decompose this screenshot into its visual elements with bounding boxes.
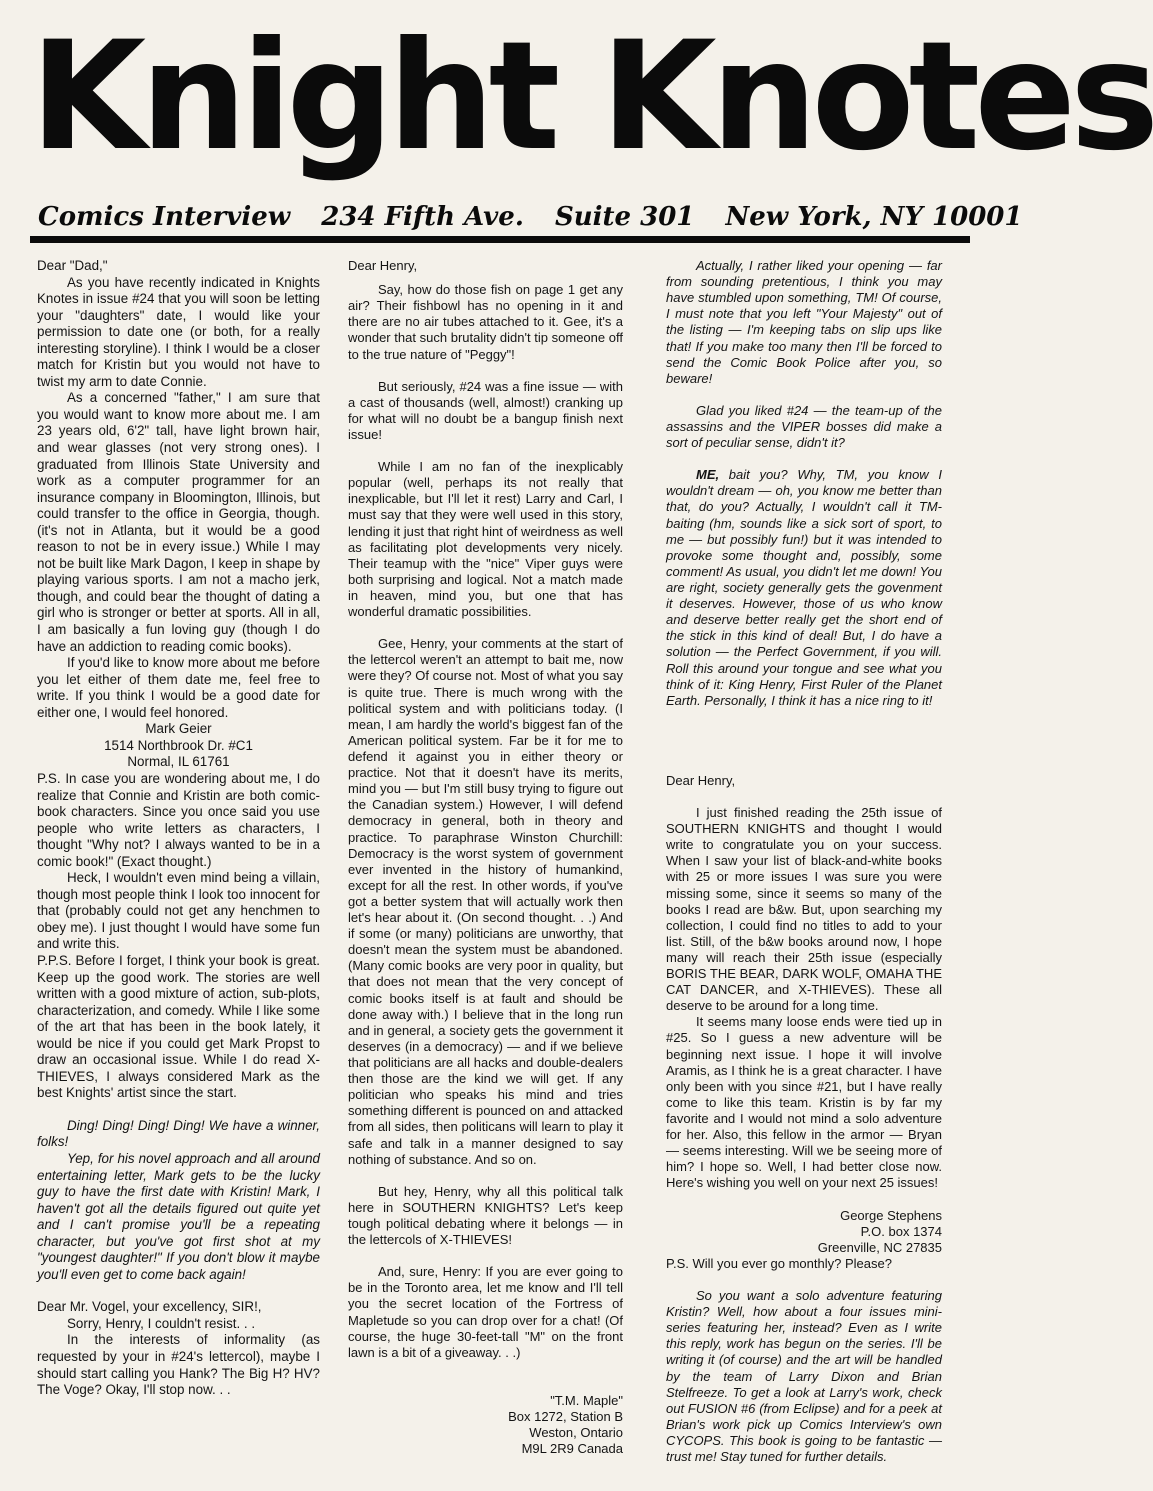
signature-name: George Stephens <box>840 1207 942 1223</box>
address-street: 234 Fifth Ave. <box>321 202 524 232</box>
masthead <box>30 8 1153 186</box>
address-suite: Suite 301 <box>554 202 695 232</box>
letter-postscript: P.P.S. Before I forget, I think your book is great. Keep up the good work. The stories are well written with a good mixture of action, sub-plots, characterization, and comedy. While I like some of the art that has been in the book lately, it would be nice if you could get Mark Propst to draw an occasional issue. While I do read X-THIEVES, I always considered Mark as the best Knights' artist since the start. <box>37 952 320 1101</box>
editor-reply: Actually, I rather liked your opening — far from sounding pretentious, I think you may have stumbled upon something, TM! Of course, I must note that you left "Your Majesty" out of the listing — I'm keeping tabs on slip ups like that! If you make too many then I'll be forced to send the Comic Book Police after you, so beware! <box>666 258 942 386</box>
letter-postscript: P.S. In case you are wondering about me, I do realize that Connie and Kristin are both comic-book characters. Since you once said you use people who write letters as characters, I thought "Why not? I always wanted to be in a comic book!" (Exact thought.) <box>37 770 320 869</box>
letter-salutation: Dear Mr. Vogel, your excellency, SIR!, <box>37 1299 262 1315</box>
letter-paragraph: In the interests of informality (as requested by your in #24's lettercol), maybe I should start calling you Hank? The Big H? HV? The Voge? Okay, I'll stop now. . . <box>37 1332 320 1398</box>
signature-city: Weston, Ontario <box>529 1425 623 1441</box>
letter-paragraph: It seems many loose ends were tied up in #25. So I guess a new adventure will be beginning next issue. I hope it will involve Aramis, as I think he is a great character. I have only been with you since #21, but I have really come to like this team. Kristin is by far my favorite and I would not mind a solo adventure for her. Also, this fellow in the armor — Bryan — seems interesting. Will we be seeing more of him? I hope so. Well, I had better close now. Here's wishing you well on your next 25 issues! <box>666 1014 942 1191</box>
letter-salutation: Dear "Dad," <box>37 258 108 273</box>
signature-address: P.O. box 1374 <box>860 1223 942 1239</box>
editor-reply <box>666 467 942 709</box>
letter-paragraph: Say, how do those fish on page 1 get any air? Their fishbowl has no opening in it and there are no air tubes attached to it. Gee, it's a wonder that such brutality didn't tip someone off to the true nature of "Peggy"! <box>348 282 623 362</box>
letter-paragraph: But hey, Henry, why all this political talk here in SOUTHERN KNIGHTS? Let's keep tough political debating where it belongs — in the lettercols of X-THIEVES! <box>348 1183 623 1248</box>
letter-paragraph: Heck, I wouldn't even mind being a villain, though most people think I look too innocent for that (probably could not get any henchmen to obey me). I just thought I would have some fun and write this. <box>37 870 320 952</box>
masthead-rule <box>30 236 970 243</box>
column-1 <box>37 258 320 1399</box>
signature-city: Greenville, NC 27835 <box>817 1239 942 1255</box>
column-3 <box>666 258 942 1465</box>
letter-paragraph: But seriously, #24 was a fine issue — with a cast of thousands (well, almost!) cranking up for what will no doubt be a bangup finish next issue! <box>348 378 623 442</box>
letter-paragraph: If you'd like to know more about me before you let either of them date me, feel free to write. If you think I would be a good date for either one, I would feel honored. <box>37 655 320 720</box>
letter-salutation: Dear Henry, <box>666 772 736 788</box>
column-2 <box>348 258 623 1457</box>
letter-paragraph: And, sure, Henry: If you are ever going to be in the Toronto area, let me know and I'll tell you the secret location of the Fortress of Mapletude so you can drop over for a chat! (Of course, the huge 30-feet-tall "M" on the front lawn is a bit of a giveaway. . .) <box>348 1264 623 1360</box>
letter-paragraph: As you have recently indicated in Knights Knotes in issue #24 that you will soon be letting your "daughters" date, I would like your permission to date one (or both, for a really interesting storyline). I think I would be a closer match for Kristin but you would not have to twist my arm to date Connie. <box>37 274 320 389</box>
signature-city: Normal, IL 61761 <box>127 754 230 770</box>
address-publication: Comics Interview <box>38 202 291 232</box>
editor-reply: So you want a solo adventure featuring Kristin? Well, how about a four issues mini-series featuring her, instead? Even as I write this reply, work has begun on the series. I'll be writing it (of course) and the art will be handled by the team of Larry Dixon and Brian Stelfreeze. To get a look at Larry's work, check out FUSION #6 (from Eclipse) and for a peek at Brian's work pick up Comics Interview's own CYCOPS. This book is going to be fantastic — trust me! Stay tuned for further details. <box>666 1288 942 1465</box>
editor-reply: Ding! Ding! Ding! Ding! We have a winner, folks! <box>37 1117 320 1150</box>
editor-reply: Yep, for his novel approach and all around entertaining letter, Mark gets to be the lucky guy to have the first date with Kristin! Mark, I haven't got all the details figured out quite yet and I can't promise you'll be a repeating character, but you've got first shot at my "youngest daughter!" If you don't blow it maybe you'll even get to come back again! <box>37 1150 320 1282</box>
address-city: New York, NY 10001 <box>725 202 1023 232</box>
masthead-title: Knight Knotes <box>30 10 1153 184</box>
editor-reply: Glad you liked #24 — the team-up of the assassins and the VIPER bosses did make a sort of peculiar sense, didn't it? <box>666 402 942 451</box>
signature-postcode: M9L 2R9 Canada <box>521 1441 623 1457</box>
reply-body: bait you? Why, TM, you know I wouldn't dream — oh, you know me better than that, do you? Actually, I wouldn't call it TM-baiting (hm, sounds like a sick sort of sport, to me — but possibly fun!) but it was intended to provoke some thought and, possibly, some comment! As usual, you didn't let me down! You are right, society generally gets the govenment it deserves. However, those of us who know and deserve better really get the short end of the stick in this kind of deal! But, I do have a solution — the Perfect Government, if you will. Roll this around your tongue and see what you think of it: King Henry, First Ruler of the Planet Earth. Personally, I think it has a nice ring to it! <box>666 467 942 708</box>
letter-paragraph: While I am no fan of the inexplicably popular (well, perhaps its not really that inexplicable, but I'll let it rest) Larry and Carl, I must say that they were well used in this story, lending it just that right hint of weirdness as well as facilitating plot developments very nicely. Their teamup with the "nice" Viper guys were both surprising and logical. Not a match made in heaven, mind you, but one that has wonderful dramatic possibilities. <box>348 459 623 620</box>
signature-address: Box 1272, Station B <box>508 1409 623 1424</box>
letter-paragraph: I just finished reading the 25th issue of SOUTHERN KNIGHTS and thought I would write to congratulate you on your success. When I saw your list of black-and-white books with 25 or more issues I was sure you were missing some, since it seems so many of the books I read are b&w. But, upon searching my collection, I could find no titles to add to your list. Still, of the b&w books around now, I hope many will reach their 25th issue (especially BORIS THE BEAR, DARK WOLF, OMAHA THE CAT DANCER, and X-THIEVES). These all deserve to be around for a long time. <box>666 804 942 1014</box>
letter-paragraph: As a concerned "father," I am sure that you would want to know more about me. I am 23 years old, 6'2" tall, have light brown hair, and wear glasses (not very strong ones). I graduated from Illinois State University and work as a computer programmer for an insurance company in Bloomington, Illinois, but could transfer to the office in Georgia, though. (it's not in Atlanta, but it would be a good reason to not be in every issue.) While I may not be built like Mark Dagon, I keep in shape by playing various sports. I am not a macho jerk, though, and could bear the thought of dating a girl who is stronger or better at sports. All in all, I am basically a fun loving guy (though I do have an addiction to reading comic books). <box>37 390 320 654</box>
letter-postscript: P.S. Will you ever go monthly? Please? <box>666 1255 892 1271</box>
signature-address: 1514 Northbrook Dr. #C1 <box>104 737 253 753</box>
signature-name: "T.M. Maple" <box>550 1392 623 1408</box>
masthead-address <box>38 202 1023 232</box>
reply-lead: ME, <box>696 467 720 483</box>
letter-paragraph: Sorry, Henry, I couldn't resist. . . <box>67 1315 256 1331</box>
signature-name: Mark Geier <box>145 721 212 737</box>
letter-paragraph: Gee, Henry, your comments at the start of the lettercol weren't an attempt to bait me, now were they? Of course not. Most of what you say is quite true. There is much wrong with the political system and with politicians today. (I mean, I am hardly the world's biggest fan of the American political system. Far be it for me to defend it against you in either theory or practice. Not that it doesn't have its merits, mind you — but I'm still busy trying to figure out the Canadian system.) However, I will defend democracy in general, both in theory and practice. To paraphrase Winston Churchill: Democracy is the worst system of government ever invented in the history of humankind, except for all the rest. In other words, if you've got a better system that will actually work then let's hear about it. (On second thought. . .) And if some (or many) politicians are unworthy, that doesn't mean the system must be abandoned. (Many comic books are very poor in quality, but that does not mean that the very concept of comic books itself is at fault and should be done away with.) I believe that in the long run and in general, a society gets the government it deserves (in a democracy) — and if we believe that politicians are all hacks and double-dealers then those are the kind we will get. If any politician who speaks his mind and tries something different is pounced on and attacked from all sides, then politicans will learn to play it safe and talk in a manner designed to say nothing of substance. And so on. <box>348 636 623 1167</box>
letter-salutation: Dear Henry, <box>348 258 418 273</box>
